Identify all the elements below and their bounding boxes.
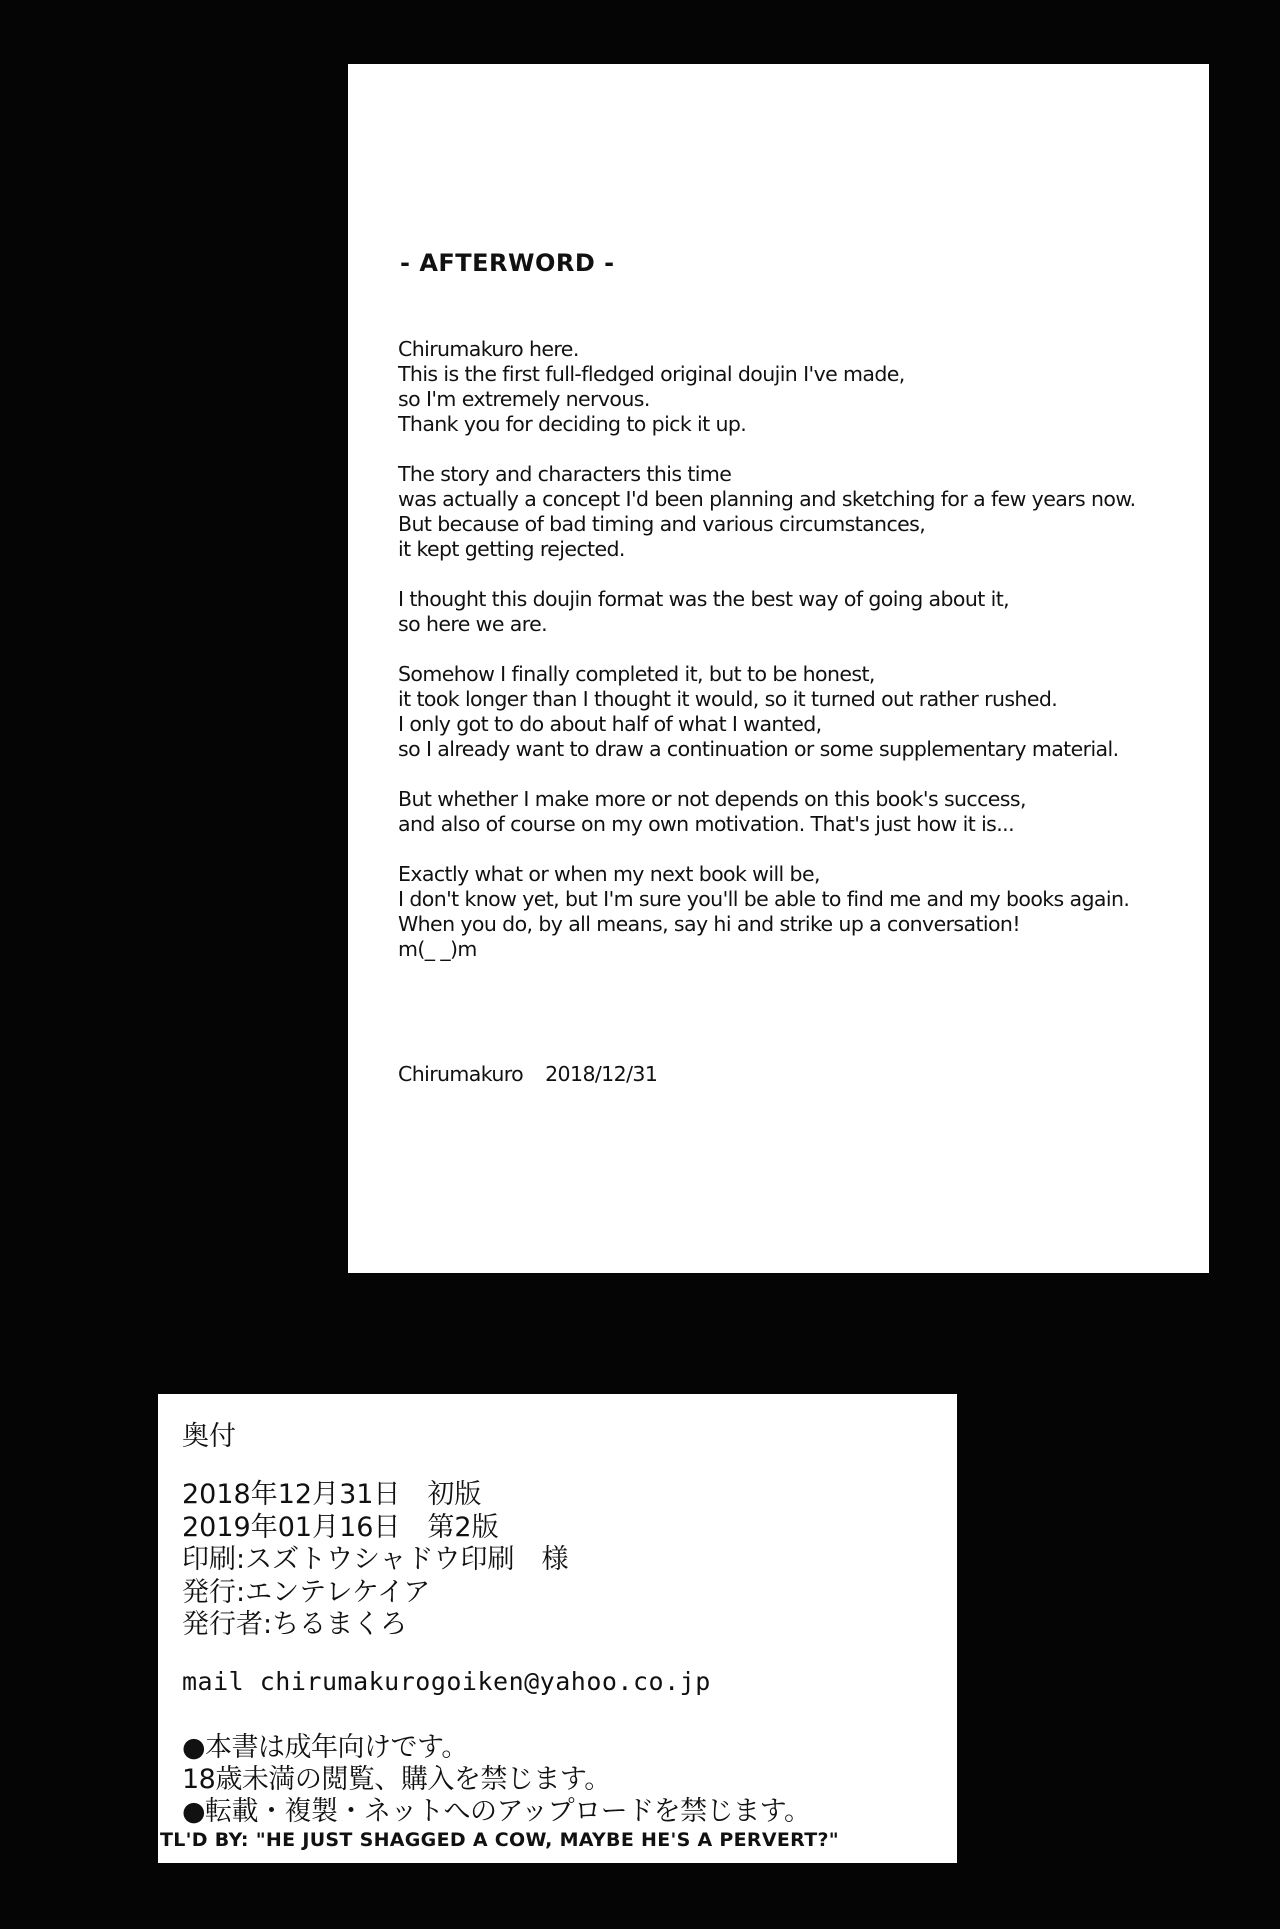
reproduction-notice: ●転載・複製・ネットへのアップロードを禁じます。 (182, 1796, 811, 1827)
afterword-line: and also of course on my own motivation. That's just how it is... (398, 812, 1014, 836)
afterword-paragraph (398, 787, 1198, 837)
signature-date: 2018/12/31 (545, 1062, 658, 1086)
afterword-line: Exactly what or when my next book will be, (398, 862, 820, 886)
afterword-line: was actually a concept I'd been planning and sketching for a few years now. (398, 487, 1136, 511)
signature-name: Chirumakuro (398, 1062, 524, 1086)
afterword-card (348, 64, 1209, 1273)
afterword-signature (398, 1062, 657, 1086)
colophon-card (158, 1394, 957, 1863)
contact-email: mail chirumakurogoiken@yahoo.co.jp (182, 1667, 711, 1696)
afterword-line: Somehow I finally completed it, but to be honest, (398, 662, 875, 686)
afterword-line: Thank you for deciding to pick it up. (398, 412, 747, 436)
afterword-paragraph (398, 662, 1198, 762)
afterword-line: I thought this doujin format was the best way of going about it, (398, 587, 1010, 611)
afterword-line: The story and characters this time (398, 462, 732, 486)
colophon-notices (182, 1732, 811, 1828)
publisher-info: 発行:エンテレケイア (182, 1576, 431, 1608)
afterword-line: so I'm extremely nervous. (398, 387, 650, 411)
afterword-line: Chirumakuro here. (398, 337, 579, 361)
printer-info: 印刷:スズトウシャドウ印刷 様 (182, 1544, 569, 1575)
second-edition-date: 2019年01月16日 第2版 (182, 1511, 499, 1543)
afterword-paragraph (398, 587, 1198, 637)
afterword-line: I only got to do about half of what I wanted, (398, 712, 822, 736)
afterword-line: I don't know yet, but I'm sure you'll be able to find me and my books again. (398, 887, 1130, 911)
colophon-title: 奥付 (182, 1421, 236, 1452)
afterword-line: m(_ _)m (398, 937, 477, 961)
translator-credit: TL'D BY: "HE JUST SHAGGED A COW, MAYBE HE'S A PERVERT?" (160, 1829, 840, 1851)
afterword-line: This is the first full-fledged original doujin I've made, (398, 362, 905, 386)
age-restriction-notice: 18歳未満の閲覧、購入を禁じます。 (182, 1764, 611, 1795)
afterword-line: But whether I make more or not depends on this book's success, (398, 787, 1026, 811)
afterword-line: so I already want to draw a continuation or some supplementary material. (398, 737, 1119, 761)
afterword-line: it took longer than I thought it would, so it turned out rather rushed. (398, 687, 1058, 711)
afterword-line: But because of bad timing and various circumstances, (398, 512, 926, 536)
first-edition-date: 2018年12月31日 初版 (182, 1479, 482, 1510)
afterword-body (398, 337, 1198, 987)
afterword-title: - AFTERWORD - (400, 249, 615, 277)
afterword-paragraph (398, 337, 1198, 437)
colophon-publication-info (182, 1479, 569, 1642)
afterword-paragraph (398, 462, 1198, 562)
afterword-line: When you do, by all means, say hi and strike up a conversation! (398, 912, 1020, 936)
author-info: 発行者:ちるまくろ (182, 1609, 408, 1640)
afterword-line: it kept getting rejected. (398, 537, 625, 561)
adult-notice: ●本書は成年向けです。 (182, 1732, 468, 1763)
afterword-line: so here we are. (398, 612, 548, 636)
afterword-paragraph (398, 862, 1198, 962)
